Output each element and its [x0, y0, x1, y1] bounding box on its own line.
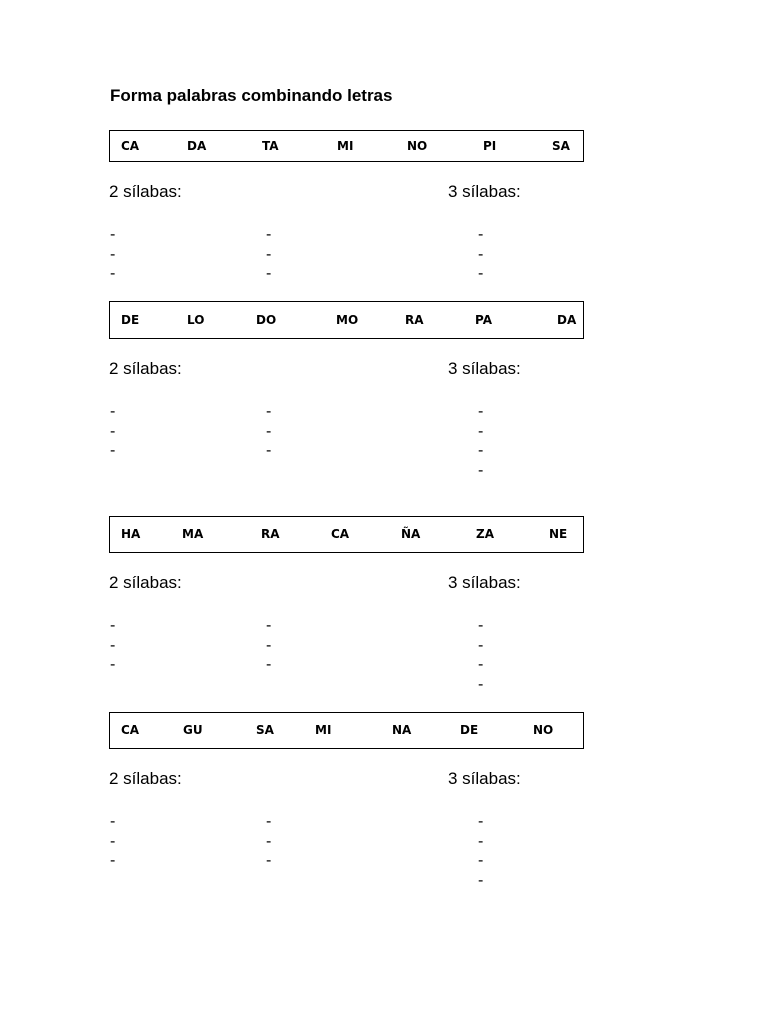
- syllable: SA: [256, 723, 274, 737]
- syllable: MA: [182, 527, 204, 541]
- answer-blank: -: [478, 656, 484, 673]
- answer-blank: -: [478, 422, 484, 440]
- syllable: DO: [256, 313, 277, 327]
- syllable: NE: [549, 527, 568, 541]
- answer-blank: -: [478, 265, 484, 282]
- answer-blank: -: [110, 852, 116, 869]
- syllable: PI: [483, 139, 497, 153]
- exercise-block: [0, 130, 768, 330]
- answer-blank: -: [266, 636, 272, 654]
- three-syllables-label: 3 sílabas:: [448, 359, 521, 378]
- syllable: RA: [261, 527, 280, 541]
- syllable-box: [109, 712, 584, 749]
- answer-blank: -: [266, 226, 272, 243]
- answer-blank: -: [266, 442, 272, 459]
- three-syllables-label: 3 sílabas:: [448, 182, 521, 201]
- three-syllables-label: 3 sílabas:: [448, 769, 521, 788]
- answer-blank: -: [478, 675, 484, 693]
- answer-blank: -: [478, 442, 484, 459]
- exercise-block: [0, 516, 768, 716]
- two-syllables-label: 2 sílabas:: [109, 359, 182, 378]
- answer-blank: -: [478, 617, 484, 634]
- syllable: PA: [475, 313, 492, 327]
- answer-blank: -: [110, 832, 116, 850]
- syllable-box: [109, 301, 584, 339]
- answer-blank: -: [478, 403, 484, 420]
- answer-blank: -: [266, 656, 272, 673]
- answer-blank: -: [478, 813, 484, 830]
- answer-blank: -: [266, 832, 272, 850]
- syllable: HA: [121, 527, 141, 541]
- syllable: NO: [533, 723, 554, 737]
- answer-blank: -: [478, 226, 484, 243]
- syllable: LO: [187, 313, 205, 327]
- syllable: GU: [183, 723, 203, 737]
- answer-blank: -: [478, 832, 484, 850]
- answer-blank: -: [110, 245, 116, 263]
- two-syllables-label: 2 sílabas:: [109, 769, 182, 788]
- answer-blank: -: [266, 245, 272, 263]
- syllable: CA: [331, 527, 350, 541]
- answer-blank: -: [266, 617, 272, 634]
- answer-blank: -: [478, 852, 484, 869]
- exercise-block: [0, 712, 768, 912]
- answer-blank: -: [110, 656, 116, 673]
- answer-blank: -: [478, 461, 484, 479]
- syllable: DE: [121, 313, 140, 327]
- answer-blank: -: [266, 852, 272, 869]
- answer-blank: -: [110, 442, 116, 459]
- answer-blank: -: [110, 403, 116, 420]
- syllable: NA: [392, 723, 412, 737]
- answer-blank: -: [478, 871, 484, 889]
- syllable: CA: [121, 139, 140, 153]
- syllable: ÑA: [401, 527, 421, 541]
- answer-blank: -: [478, 245, 484, 263]
- answer-blank: -: [110, 617, 116, 634]
- answer-blank: -: [110, 636, 116, 654]
- answer-blank: -: [110, 422, 116, 440]
- syllable: CA: [121, 723, 140, 737]
- two-syllables-label: 2 sílabas:: [109, 573, 182, 592]
- syllable: DE: [460, 723, 479, 737]
- answer-blank: -: [266, 265, 272, 282]
- syllable: NO: [407, 139, 428, 153]
- answer-blank: -: [110, 813, 116, 830]
- answer-blank: -: [266, 813, 272, 830]
- syllable: RA: [405, 313, 424, 327]
- answer-blank: -: [478, 636, 484, 654]
- syllable: MI: [315, 723, 332, 737]
- syllable: SA: [552, 139, 570, 153]
- answer-blank: -: [266, 422, 272, 440]
- syllable-box: [109, 130, 584, 162]
- syllable: DA: [187, 139, 207, 153]
- syllable-box: [109, 516, 584, 553]
- exercise-block: [0, 301, 768, 501]
- syllable: DA: [557, 313, 577, 327]
- answer-blank: -: [110, 265, 116, 282]
- syllable: MO: [336, 313, 359, 327]
- syllable: TA: [262, 139, 279, 153]
- page-title: Forma palabras combinando letras: [110, 86, 393, 105]
- three-syllables-label: 3 sílabas:: [448, 573, 521, 592]
- syllable: ZA: [476, 527, 494, 541]
- answer-blank: -: [110, 226, 116, 243]
- syllable: MI: [337, 139, 354, 153]
- two-syllables-label: 2 sílabas:: [109, 182, 182, 201]
- answer-blank: -: [266, 403, 272, 420]
